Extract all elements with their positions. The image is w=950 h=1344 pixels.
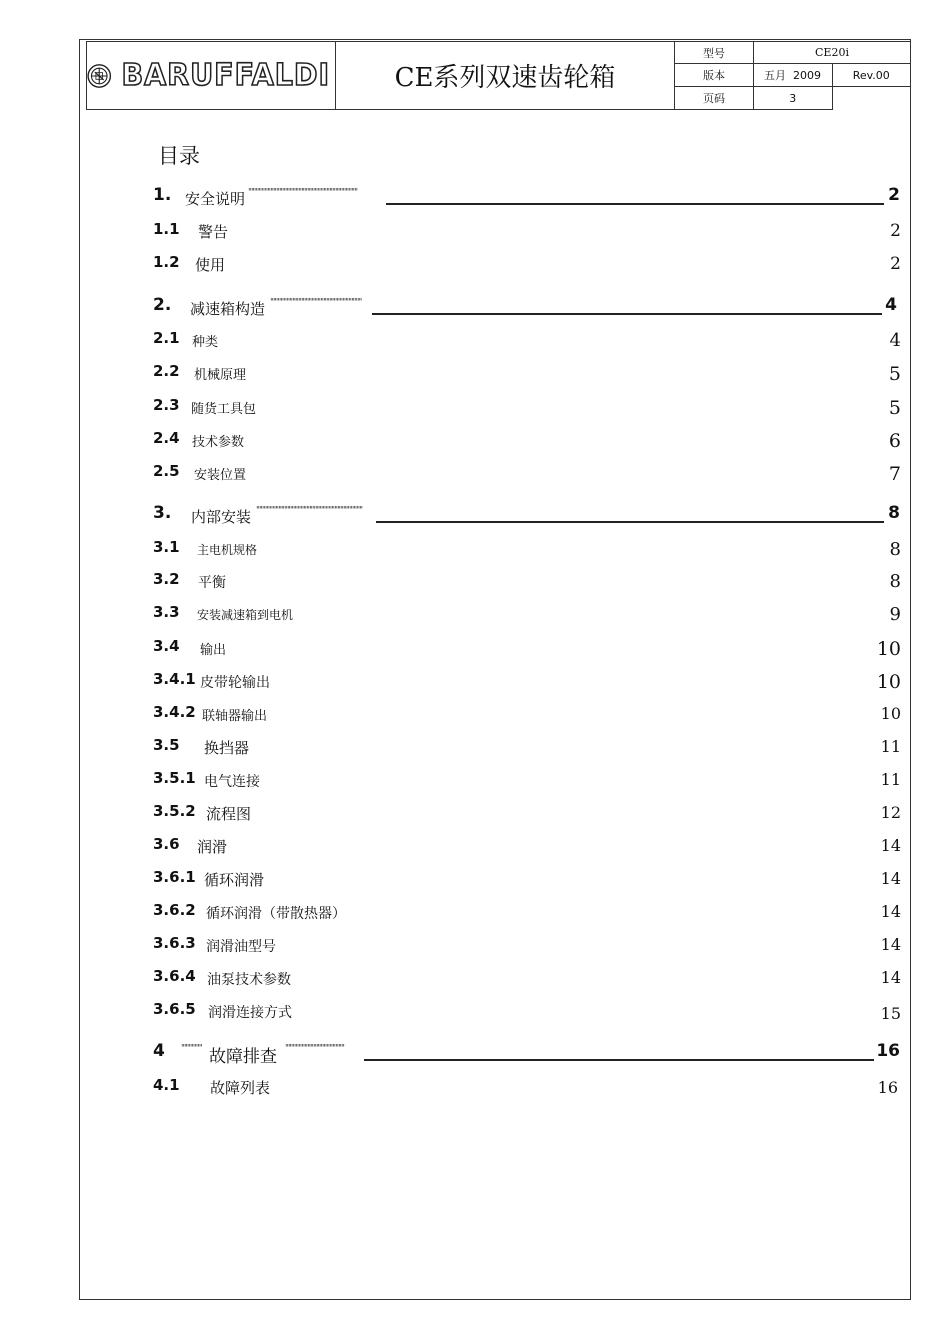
entry-number: 3.6.1 xyxy=(153,868,196,886)
logo-text: BARUFFALDI xyxy=(120,58,330,93)
entry-title: 使用 xyxy=(195,256,226,274)
model-label: 型号 xyxy=(675,42,754,64)
entry-title: 技术参数 xyxy=(192,435,245,450)
version-label: 版本 xyxy=(675,64,754,87)
entry-page: 5 xyxy=(888,397,901,419)
entry-page: 8 xyxy=(889,571,901,592)
section-page: 2 xyxy=(888,185,900,205)
logo-cell xyxy=(87,42,336,110)
model-value: CE20i xyxy=(754,42,911,64)
entry-page: 14 xyxy=(880,902,901,921)
toc-entry[interactable] xyxy=(153,253,901,275)
section-title: 安全说明 xyxy=(185,190,246,208)
entry-title: 联轴器输出 xyxy=(202,709,268,724)
entry-number: 1.2 xyxy=(153,253,180,271)
dot-leader: '''''''''''''' xyxy=(181,1044,202,1054)
entry-page: 10 xyxy=(880,704,901,723)
section-title: 故障排查 xyxy=(209,1047,277,1067)
entry-number: 2.3 xyxy=(153,396,180,414)
page-number: 3 xyxy=(754,87,833,110)
toc-entry[interactable] xyxy=(153,901,901,923)
document-header xyxy=(86,41,911,110)
entry-title: 换挡器 xyxy=(204,739,250,757)
leader-line xyxy=(364,1059,874,1061)
entry-page: 14 xyxy=(880,968,901,987)
entry-title: 平衡 xyxy=(198,575,226,591)
entry-page: 4 xyxy=(889,330,901,351)
toc-entry[interactable] xyxy=(153,362,901,384)
entry-page: 10 xyxy=(876,638,901,660)
entry-page: 9 xyxy=(889,604,901,625)
toc-entry[interactable] xyxy=(153,769,901,791)
section-title: 内部安装 xyxy=(191,508,252,526)
toc-entry[interactable] xyxy=(153,329,901,351)
entry-number: 3.3 xyxy=(153,603,180,621)
entry-page: 14 xyxy=(880,869,901,888)
entry-page: 2 xyxy=(890,254,901,274)
entry-number: 3.6.3 xyxy=(153,934,196,952)
dot-leader: '''''''''''''''''''''''''''''''''''''''''''''''''''''''''''''''''''''''''' xyxy=(248,188,358,198)
entry-number: 3.4.2 xyxy=(153,703,196,721)
entry-title: 输出 xyxy=(200,643,227,658)
entry-number: 3.6.5 xyxy=(153,1000,196,1018)
version-date xyxy=(754,64,833,87)
toc-entry[interactable] xyxy=(153,603,901,625)
entry-number: 2.2 xyxy=(153,362,180,380)
section-number: 1. xyxy=(153,185,172,205)
toc-entry[interactable] xyxy=(153,835,901,857)
toc-entry[interactable] xyxy=(153,396,901,418)
toc-entry[interactable] xyxy=(153,736,901,758)
toc-heading: 目录 xyxy=(158,144,200,168)
entry-title: 循环润滑（带散热器） xyxy=(206,906,346,922)
version-year: 2009 xyxy=(793,69,821,82)
toc-entry[interactable] xyxy=(153,570,901,592)
toc-entry[interactable] xyxy=(153,429,901,451)
document-title: CE系列双速齿轮箱 xyxy=(336,42,675,110)
entry-number: 3.2 xyxy=(153,570,180,588)
entry-number: 3.4 xyxy=(153,637,180,655)
toc-entry[interactable] xyxy=(153,538,901,560)
entry-number: 3.6.4 xyxy=(153,967,196,985)
toc-entry[interactable] xyxy=(153,462,901,484)
entry-page: 2 xyxy=(890,221,901,241)
blank-cell xyxy=(832,87,911,110)
toc-entry[interactable] xyxy=(153,868,901,890)
toc-entry[interactable] xyxy=(153,802,901,824)
section-page: 8 xyxy=(888,503,900,523)
toc-entry[interactable] xyxy=(153,1000,901,1022)
entry-number: 2.1 xyxy=(153,329,180,347)
entry-number: 3.1 xyxy=(153,538,180,556)
entry-number: 1.1 xyxy=(153,220,180,238)
section-number: 3. xyxy=(153,503,172,523)
dot-leader: '''''''''''''''''''''''''''''''''''''''''''''''''''''''''''''' xyxy=(270,298,362,308)
entry-title: 种类 xyxy=(192,335,219,350)
toc-section[interactable] xyxy=(153,1041,901,1067)
entry-title: 故障列表 xyxy=(210,1079,271,1097)
entry-title: 电气连接 xyxy=(204,774,260,790)
leader-line xyxy=(386,203,884,205)
entry-page: 16 xyxy=(877,1078,898,1097)
logo xyxy=(87,54,335,98)
entry-number: 3.4.1 xyxy=(153,670,196,688)
toc-section[interactable] xyxy=(153,503,901,525)
toc-entry[interactable] xyxy=(153,637,901,659)
entry-number: 3.5 xyxy=(153,736,180,754)
entry-title: 机械原理 xyxy=(194,368,247,383)
entry-number: 3.6.2 xyxy=(153,901,196,919)
toc-entry[interactable] xyxy=(153,703,901,725)
entry-page: 10 xyxy=(876,671,901,693)
version-month: 五月 xyxy=(764,69,786,82)
baruffaldi-emblem-icon xyxy=(87,54,112,98)
toc-section[interactable] xyxy=(153,295,901,317)
page-label: 页码 xyxy=(675,87,754,110)
section-title: 减速箱构造 xyxy=(190,300,266,318)
leader-line xyxy=(376,521,884,523)
section-number: 4 xyxy=(153,1041,165,1061)
section-page: 4 xyxy=(885,295,897,315)
leader-line xyxy=(372,313,882,315)
entry-title: 循环润滑 xyxy=(204,871,265,889)
entry-title: 安装减速箱到电机 xyxy=(197,608,294,622)
entry-title: 安装位置 xyxy=(194,468,247,483)
entry-title: 润滑 xyxy=(197,838,228,856)
toc-entry[interactable] xyxy=(153,1076,901,1098)
entry-title: 主电机规格 xyxy=(197,543,258,557)
toc-entry[interactable] xyxy=(153,934,901,956)
entry-page: 12 xyxy=(880,803,901,822)
toc-section[interactable] xyxy=(153,185,901,207)
entry-number: 3.5.1 xyxy=(153,769,196,787)
entry-number: 4.1 xyxy=(153,1076,180,1094)
entry-page: 6 xyxy=(888,430,901,452)
revision: Rev.00 xyxy=(832,64,911,87)
entry-page: 7 xyxy=(888,463,901,485)
entry-title: 随货工具包 xyxy=(191,402,257,417)
dot-leader: '''''''''''''''''''''''''''''''''''''''' xyxy=(285,1044,344,1054)
entry-title: 皮带轮输出 xyxy=(200,675,270,691)
entry-title: 油泵技术参数 xyxy=(207,972,291,988)
entry-number: 2.5 xyxy=(153,462,180,480)
section-number: 2. xyxy=(153,295,172,315)
entry-page: 8 xyxy=(889,539,901,560)
entry-number: 2.4 xyxy=(153,429,180,447)
toc-entry[interactable] xyxy=(153,220,901,242)
toc-entry[interactable] xyxy=(153,670,901,692)
dot-leader: '''''''''''''''''''''''''''''''''''''''''''''''''''''''''''''''''''''''' xyxy=(256,506,363,516)
entry-title: 流程图 xyxy=(206,805,252,823)
section-page: 16 xyxy=(876,1041,900,1061)
entry-page: 14 xyxy=(880,836,901,855)
entry-title: 润滑连接方式 xyxy=(208,1005,292,1021)
entry-page: 15 xyxy=(880,1004,901,1023)
entry-title: 警告 xyxy=(198,223,229,241)
entry-page: 5 xyxy=(888,363,901,385)
entry-page: 11 xyxy=(880,737,901,756)
entry-page: 11 xyxy=(880,770,901,789)
toc-entry[interactable] xyxy=(153,967,901,989)
entry-number: 3.6 xyxy=(153,835,180,853)
entry-number: 3.5.2 xyxy=(153,802,196,820)
entry-title: 润滑油型号 xyxy=(206,939,276,955)
entry-page: 14 xyxy=(880,935,901,954)
